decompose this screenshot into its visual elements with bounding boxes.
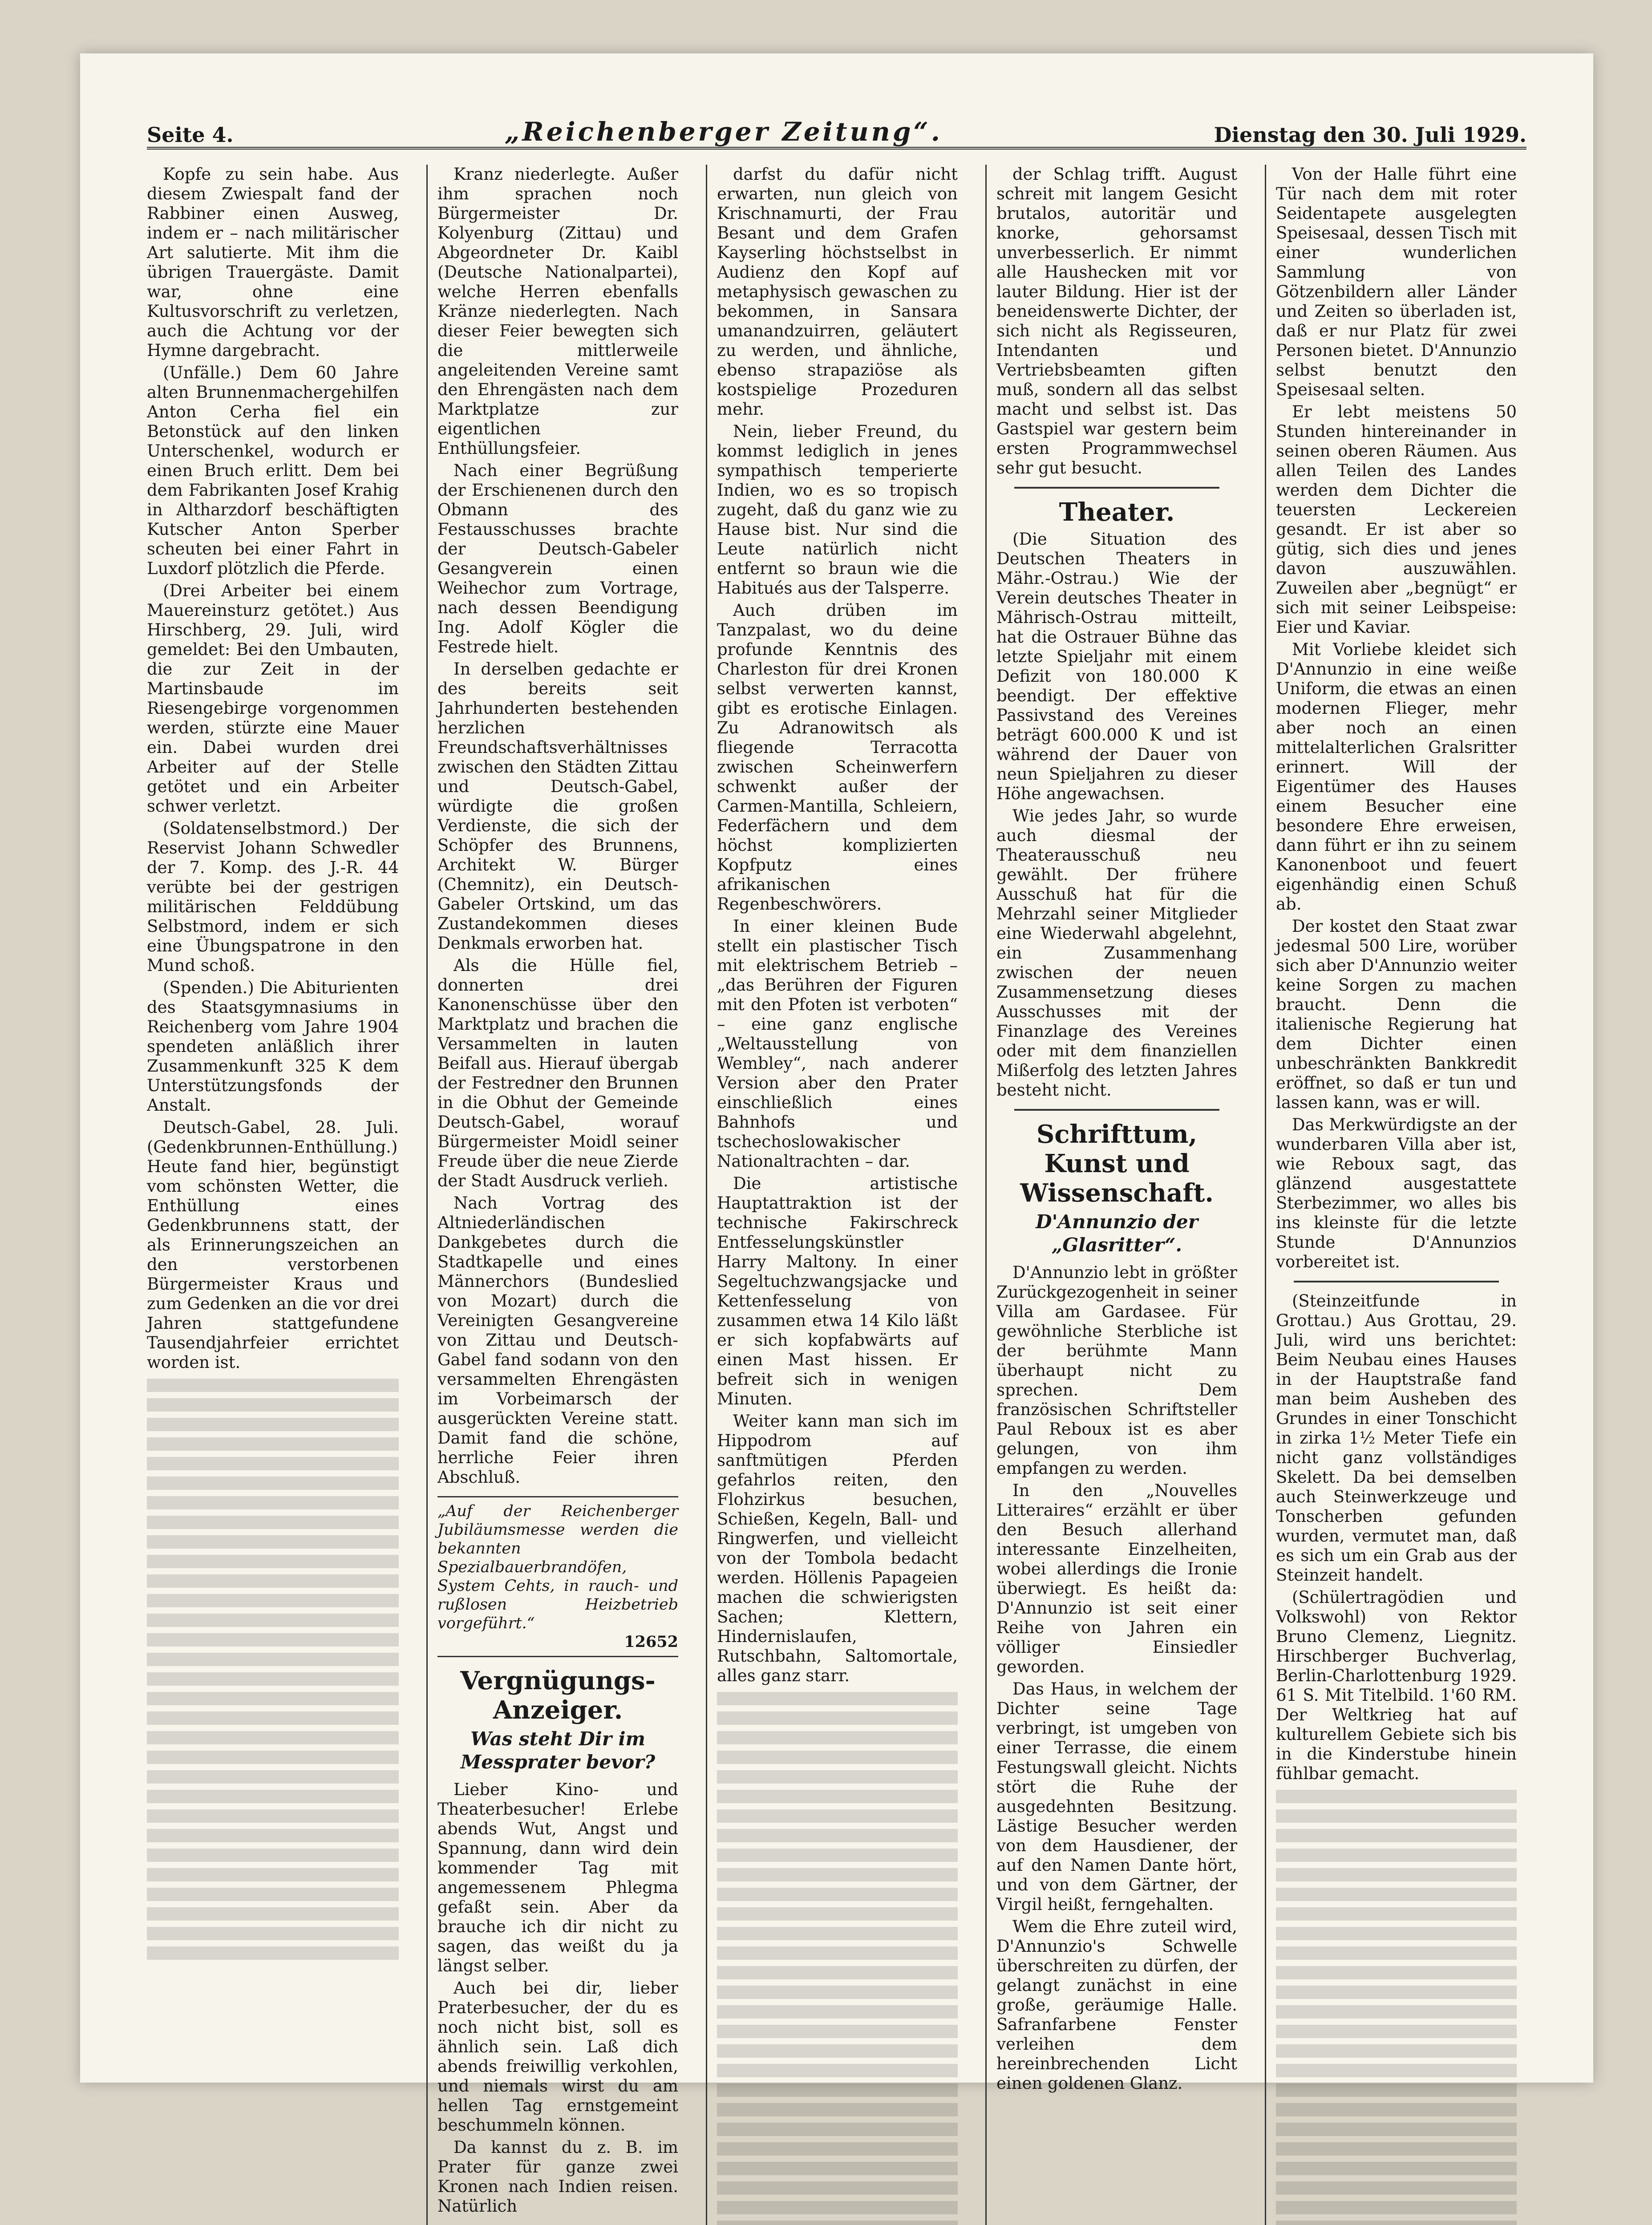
paragraph: der Schlag trifft. August schreit mit langem Gesicht brutalos, autoritär und knorke, gehorsamst unverbesserlich. Er nimmt alle Haushecken mit vor lauter Bildung. Hier ist der beneidenswerte Dichter, der sich nicht als Regisseuren, Intendanten und Vertriebsbeamten giften muß, sondern all das selbst macht und selbst ist. Das Gastspiel war gestern beim ersten Programmwechsel sehr gut besucht. — [996, 165, 1237, 477]
paragraph: In einer kleinen Bude stellt ein plastischer Tisch mit elektrischem Betrieb – „das Berühren der Figuren mit den Pfoten ist verboten“ – eine ganz englische „Weltausstellung von Wembley“, nach anderer Version aber den Prater einschließlich eines Bahnhofs und tschechoslowakischer Nationaltrachten – dar. — [717, 917, 958, 1171]
divider — [1014, 1109, 1219, 1111]
paragraph: Als die Hülle fiel, donnerten drei Kanonenschüsse über den Marktplatz und brachen die Versammelten in lauten Beifall aus. Hierauf übergab der Festredner den Brunnen in die Obhut der Gemeinde Deutsch-Gabel, worauf Bürgermeister Moidl seiner Freude über die neue Zierde der Stadt Ausdruck verlieh. — [437, 956, 678, 1190]
paragraph: (Unfälle.) Dem 60 Jahre alten Brunnenmachergehilfen Anton Cerha fiel ein Betonstück auf den linken Unterschenkel, wodurch er einen Bruch erlitt. Dem bei dem Fabrikanten Josef Krahig in Altharzdorf beschäftigten Kutscher Anton Sperber scheuten bei einer Fahrt in Luxdorf plötzlich die Pferde. — [147, 363, 399, 578]
paragraph: Wie jedes Jahr, so wurde auch diesmal der Theaterausschuß neu gewählt. Der frühere Ausschuß hat für die Mehrzahl seiner Mitglieder eine Wiederwahl abgelehnt, ein Zusammenhang zwischen der neuen Zusammensetzung dieses Ausschusses mit der Finanzlage des Vereines oder mit dem finanziellen Mißerfolg des letzten Jahres besteht nicht. — [996, 806, 1237, 1100]
article-headline: D'Annunzio der „Glasritter“. — [1036, 1211, 1198, 1256]
paragraph: Deutsch-Gabel, 28. Juli. (Gedenkbrunnen-Enthüllung.) Heute fand hier, begünstigt vom schönsten Wetter, die Enthüllung eines Gedenkbrunnens statt, der als Erinnerungszeichen an den verstorbenen Bürgermeister Kraus und zum Gedenken an die vor drei Jahren stattgefundene Tausendjahrfeier errichtet worden ist. — [147, 1118, 399, 1372]
text-lines — [147, 1379, 399, 2225]
column-3 — [706, 165, 968, 2225]
paragraph: Nach Vortrag des Altniederländischen Dankgebetes durch die Stadtkapelle und eines Männerchors (Bundeslied von Mozart) durch die Vereinigten Gesangvereine von Zittau und Deutsch-Gabel fand sodann von den versammelten Ehrengästen im Vorbeimarsch der ausgerückten Vereine statt. Damit fand die schöne, herrliche Feier ihren Abschluß. — [437, 1193, 678, 1487]
notice-text: „Auf der Reichenberger Jubiläumsmesse werden die bekannten Spezialbauerbrandöfen, System Cehts, in rauch- und rußlosen Heizbetrieb vorgeführt.“ — [437, 1502, 678, 1632]
paragraph: Kranz niederlegte. Außer ihm sprachen noch Bürgermeister Dr. Kolyenburg (Zittau) und Abgeordneter Dr. Kaibl (Deutsche Nationalpartei), welche Herren ebenfalls Kränze niederlegten. Nach dieser Feier bewegten sich die mittlerweile angeleitenden Vereine samt den Ehrengästen nach dem Marktplatze zur eigentlichen Enthüllungsfeier. — [437, 165, 678, 458]
masthead — [147, 98, 1526, 150]
paragraph: Wem die Ehre zuteil wird, D'Annunzio's Schwelle überschreiten zu dürfen, der gelangt zunächst in eine große, geräumige Halle. Safranfarbene Fenster verleihen dem hereinbrechenden Licht einen goldenen Glanz. — [996, 1917, 1237, 2093]
paragraph: Nach einer Begrüßung der Erschienenen durch den Obmann des Festausschusses brachte der Deutsch-Gabeler Gesangverein einen Weihechor zum Vortrage, nach dessen Beendigung Ing. Adolf Kögler die Festrede hielt. — [437, 461, 678, 656]
article-columns — [147, 165, 1526, 2216]
paragraph: Nein, lieber Freund, du kommst lediglich in jenes sympathisch temperierte Indien, wo es so tropisch zugeht, daß du ganz wie zu Hause bist. Nur sind die Leute natürlich nicht entfernt so braun wie die Habitués aus der Talsperre. — [717, 422, 958, 598]
paragraph: Von der Halle führt eine Tür nach dem mit roter Seidentapete ausgelegten Speisesaal, dessen Tisch mit einer wunderlichen Sammlung von Götzenbildern aller Länder und Zeiten so überladen ist, daß er nur Platz für zwei Personen bietet. D'Annunzio selbst benutzt den Speisesaal selten. — [1276, 165, 1517, 399]
newspaper-page — [80, 53, 1593, 2216]
paragraph: Da kannst du z. B. im Prater für ganze zwei Kronen nach Indien reisen. Natürlich — [437, 2138, 678, 2216]
paragraph: Der kostet den Staat zwar jedesmal 500 Lire, worüber sich aber D'Annunzio weiter keine Sorgen zu machen braucht. Denn die italienische Regierung hat dem Dichter einen unbeschränkten Bankkredit eröffnet, so daß er tun und lassen kann, was er will. — [1276, 917, 1517, 1112]
paragraph: (Soldatenselbstmord.) Der Reservist Johann Schwedler der 7. Komp. des J.-R. 44 verübte bei der gestrigen militärischen Felddübung Selbstmord, indem er sich eine Übungspatrone in den Mund schoß. — [147, 819, 399, 975]
text-lines — [717, 1692, 958, 2225]
paragraph: D'Annunzio lebt in größter Zurückgezogenheit in seiner Villa am Gardasee. Für gewöhnliche Sterbliche ist der berühmte Mann überhaupt nicht zu sprechen. Dem französischen Schriftsteller Paul Reboux ist es aber gelungen, von ihm empfangen zu werden. — [996, 1263, 1237, 1478]
paragraph: (Steinzeitfunde in Grottau.) Aus Grottau, 29. Juli, wird uns berichtet: Beim Neubau eines Hauses in der Hauptstraße fand man beim Ausheben des Grundes in einer Tonschicht in zirka 1½ Meter Tiefe ein nicht ganz vollständiges Skelett. Da bei demselben auch Steinwerkzeuge und Tonscherben gefunden wurden, vermutet man, daß es sich um ein Grab aus der Steinzeit handelt. — [1276, 1291, 1517, 1585]
column-5 — [1265, 165, 1526, 2225]
page-number: Seite 4. — [147, 123, 234, 147]
paragraph: Die artistische Hauptattraktion ist der technische Fakirschreck Entfesselungskünstler Harry Maltony. In einer Segeltuchzwangsjacke und Kettenfesselung von zusammen etwa 14 Kilo läßt er sich kopfabwärts auf einen Mast hissen. Er befreit sich in wenigen Minuten. — [717, 1174, 958, 1408]
literature-section-title: Schrifttum, Kunst und Wissenschaft. — [1020, 1120, 1214, 1208]
paragraph: Er lebt meistens 50 Stunden hintereinander in seinen oberen Räumen. Aus allen Teilen des Landes werden dem Dichter die teuersten Leckereien gesandt. Er ist aber so gütig, sich dies und jenes davon auszuwählen. Zuweilen aber „begnügt“ er sich mit seiner Leibspeise: Eier und Kaviar. — [1276, 402, 1517, 637]
divider — [1014, 487, 1219, 489]
paragraph: Lieber Kino- und Theaterbesucher! Erlebe abends Wut, Angst und Spannung, dann wird dein kommender Tag mit angemessenem Phlegma gefaßt sein. Aber da brauche ich dir nicht zu sagen, das weißt du ja längst selber. — [437, 1780, 678, 1975]
paragraph: Weiter kann man sich im Hippodrom auf sanftmütigen Pferden gefahrlos reiten, den Flohzirkus besuchen, Schießen, Kegeln, Ball- und Ringwerfen, und vielleicht von der Tombola bedacht werden. Höllenis Papageien machen die schwierigsten Sachen; Klettern, Hindernislaufen, Rutschbahn, Saltomortale, alles ganz starr. — [717, 1412, 958, 1685]
column-4 — [985, 165, 1247, 2225]
paragraph: Kopfe zu sein habe. Aus diesem Zwiespalt fand der Rabbiner einen Ausweg, indem er – nach militärischer Art salutierte. Mit ihm die übrigen Trauergäste. Damit war, ohne eine Kultusvorschrift zu verletzen, auch die Achtung vor der Hymne dargebracht. — [147, 165, 399, 360]
paragraph: (Schülertragödien und Volkswohl) von Rektor Bruno Clemenz, Liegnitz. Hirschberger Buchverlag, Berlin-Charlottenburg 1929. 61 S. Mit Titelbild. 1'60 RM. Der Weltkrieg hat auf kulturellem Gebiete sich bis in die Kinderstube hinein fühlbar gemacht. — [1276, 1588, 1517, 1783]
section-title: Vergnügungs-Anzeiger. — [460, 1666, 656, 1725]
paragraph: In den „Nouvelles Litteraires“ erzählt er über den Besuch allerhand interessante Einzelheiten, wobei allerdings die Ironie überwiegt. Es heißt da: D'Annunzio ist seit einer Reihe von Jahren ein völliger Einsiedler geworden. — [996, 1481, 1237, 1676]
paragraph: Das Haus, in welchem der Dichter seine Tage verbringt, ist umgeben von einer Terrasse, die einem Festungswall gleicht. Nichts stört die Ruhe der ausgedehnten Besitzung. Lästige Besucher werden von dem Hausdiener, der auf den Namen Dante hört, und von dem Gärtner, der Virgil heißt, ferngehalten. — [996, 1679, 1237, 1914]
theater-section-title: Theater. — [1059, 498, 1175, 527]
paragraph: Auch drüben im Tanzpalast, wo du deine profunde Kenntnis des Charleston für drei Kronen selbst verwerten kannst, gibt es erotische Einlagen. Zu Adranowitsch als fliegende Terracotta zwischen Scheinwerfern schwenkt außer der Carmen-Mantilla, Schleiern, Federfächern und dem höchst komplizierten Kopfputz eines afrikanischen Regenbeschwörers. — [717, 601, 958, 914]
issue-date: Dienstag den 30. Juli 1929. — [1214, 123, 1526, 147]
section-subtitle: Was steht Dir im Messprater bevor? — [460, 1728, 656, 1773]
paragraph: (Drei Arbeiter bei einem Mauereinsturz getötet.) Aus Hirschberg, 29. Juli, wird gemeldet: Bei den Umbauten, die zur Zeit in der Martinsbaude im Riesengebirge vorgenommen werden, stürzte eine Mauer ein. Dabei wurden drei Arbeiter auf der Stelle getötet und ein Arbeiter schwer verletzt. — [147, 581, 399, 816]
paragraph: In derselben gedachte er des bereits seit Jahrhunderten bestehenden herzlichen Freundschaftsverhältnisses zwischen den Städten Zittau und Deutsch-Gabel, würdigte die großen Verdienste, die sich der Schöpfer des Brunnens, Architekt W. Bürger (Chemnitz), ein Deutsch-Gabeler Ortskind, um das Zustandekommen dieses Denkmals erworben hat. — [437, 659, 678, 953]
paragraph: (Spenden.) Die Abiturienten des Staatsgymnasiums in Reichenberg vom Jahre 1904 spendeten anläßlich ihrer Zusammenkunft 325 K dem Unterstützungsfonds der Anstalt. — [147, 978, 399, 1115]
paragraph: Das Merkwürdigste an der wunderbaren Villa aber ist, wie Reboux sagt, das glänzend ausgestattete Sterbezimmer, wo alles bis ins kleinste für die letzte Stunde D'Annunzios vorbereitet ist. — [1276, 1115, 1517, 1271]
paragraph: darfst du dafür nicht erwarten, nun gleich von Krischnamurti, der Frau Besant und dem Grafen Kayserling höchstselbst in Audienz den Kopf auf metaphysisch gewaschen zu bekommen, in Sansara umanandzuirren, geläutert zu werden, und ähnliche, ebenso strapaziöse als kostspielige Prozeduren mehr. — [717, 165, 958, 419]
column-2 — [426, 165, 688, 2225]
text-lines — [1276, 1790, 1517, 2225]
publication-title: „Reichenberger Zeitung“. — [505, 117, 943, 147]
paragraph: (Die Situation des Deutschen Theaters in Mähr.-Ostrau.) Wie der Verein deutsches Theater in Mährisch-Ostrau mitteilt, hat die Ostrauer Bühne das letzte Spieljahr mit einem Defizit von 180.000 K beendigt. Der effektive Passivstand des Vereines beträgt 600.000 K und ist während der Dauer von neun Spieljahren zu dieser Höhe angewachsen. — [996, 530, 1237, 803]
paragraph: Mit Vorliebe kleidet sich D'Annunzio in eine weiße Uniform, die etwas an einen modernen Flieger, mehr aber noch an einen mittelalterlichen Gralsritter erinnert. Will der Eigentümer des Hauses einem Besucher eine besondere Ehre erweisen, dann führt er ihn zu seinem Kanonenboot und feuert eigenhändig einen Schuß ab. — [1276, 640, 1517, 914]
paragraph: Auch bei dir, lieber Praterbesucher, der du es noch nicht bist, soll es ähnlich sein. Laß dich abends freiwillig verkohlen, und niemals wirst du am hellen Tag ernstgemeint beschummeln können. — [437, 1978, 678, 2135]
column-1 — [147, 165, 409, 2225]
notice-number: 12652 — [624, 1633, 678, 1651]
divider — [1294, 1281, 1499, 1282]
advertisement-notice — [437, 1496, 678, 1657]
